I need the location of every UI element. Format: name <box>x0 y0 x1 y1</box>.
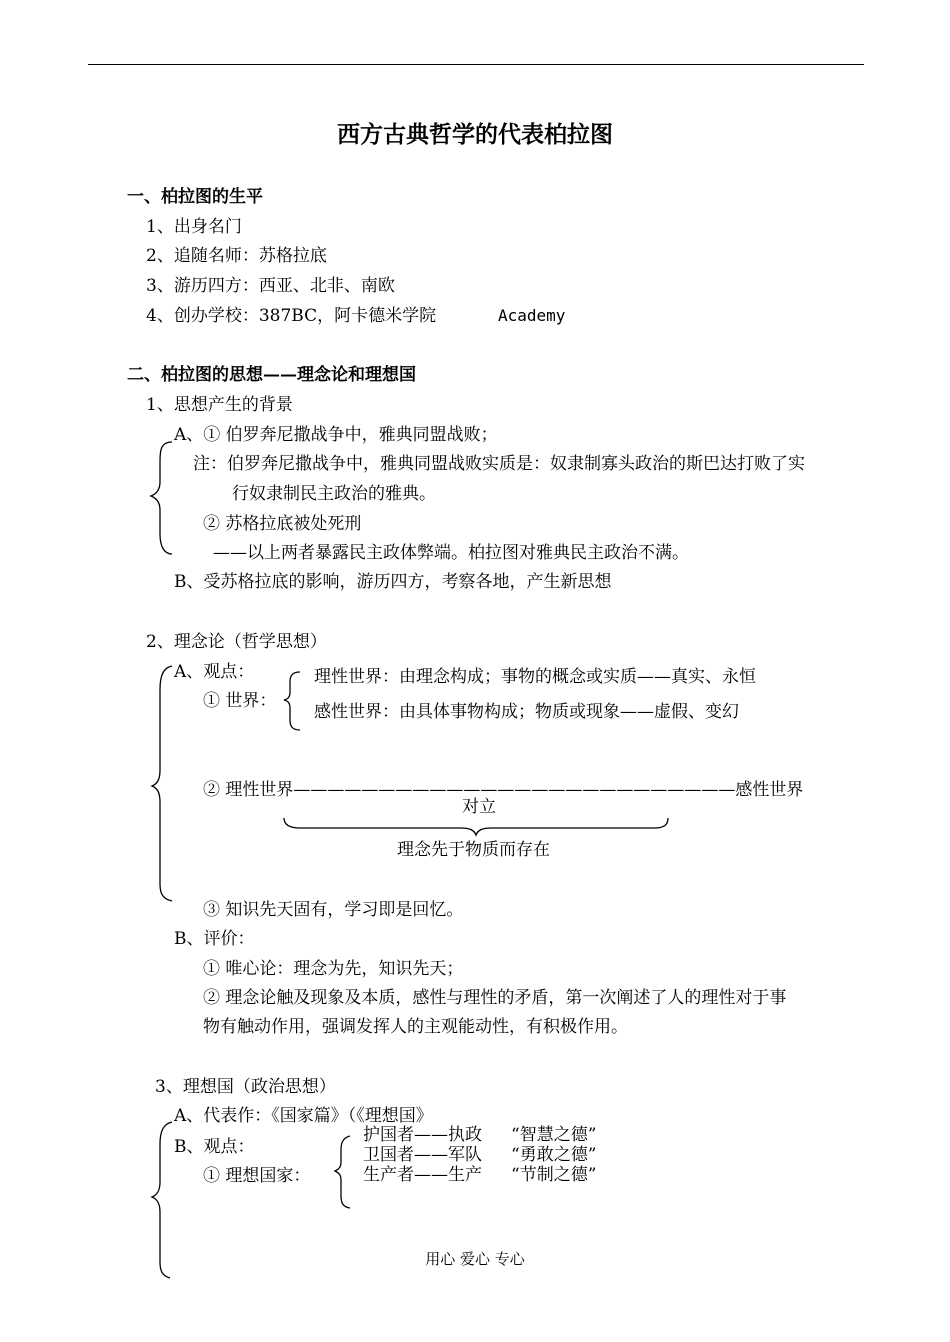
p2-b2: ② 理念论触及现象及本质，感性与理性的矛盾，第一次阐述了人的理性对于事 <box>203 988 787 1008</box>
p1-b: B、受苏格拉底的影响，游历四方，考察各地，产生新思想 <box>174 572 612 592</box>
virtue-temperance: “节制之德” <box>511 1165 597 1185</box>
p2-b1: ① 唯心论：理念为先，知识先天； <box>203 959 464 979</box>
p2-b: B、评价： <box>174 929 255 949</box>
p2-world: ① 世界： <box>203 691 277 711</box>
prior-label: 理念先于物质而存在 <box>397 840 550 860</box>
p2-b3: 物有触动作用，强调发挥人的主观能动性，有积极作用。 <box>203 1017 628 1037</box>
p3-a: A、代表作：《国家篇》（《理想国》 <box>174 1106 433 1126</box>
p2-knowledge: ③ 知识先天固有，学习即是回忆。 <box>203 900 464 920</box>
p1-a3: ——以上两者暴露民主政体弊端。柏拉图对雅典民主政治不满。 <box>213 543 689 563</box>
p2-a: A、观点： <box>174 662 255 682</box>
virtue-wisdom: “智慧之德” <box>511 1125 597 1145</box>
contrast-line: ② 理性世界——————————————————————————感性世界 <box>203 780 804 800</box>
role-defender: 卫国者——军队 <box>363 1145 482 1165</box>
p1-a2: ② 苏格拉底被处死刑 <box>203 514 362 534</box>
virtue-courage: “勇敢之德” <box>511 1145 597 1165</box>
section-2-heading: 二、柏拉图的思想——理念论和理想国 <box>127 365 416 385</box>
p1-note-line-2: 行奴隶制民主政治的雅典。 <box>232 484 436 504</box>
p2-heading: 2、理念论（哲学思想） <box>146 632 327 652</box>
s1-item-4: 4、创办学校：387BC，阿卡德米学院 <box>146 306 437 326</box>
footer: 用心 爱心 专心 <box>425 1250 525 1268</box>
p1-note-line-1: 注：伯罗奔尼撒战争中，雅典同盟战败实质是：奴隶制寡头政治的斯巴达打败了实 <box>193 454 805 474</box>
role-producer: 生产者——生产 <box>363 1165 482 1185</box>
page-title: 西方古典哲学的代表柏拉图 <box>337 121 613 148</box>
p1-heading: 1、思想产生的背景 <box>146 395 293 415</box>
s1-item-1: 1、出身名门 <box>146 217 242 237</box>
s1-item-2: 2、追随名师：苏格拉底 <box>146 246 327 266</box>
p3-heading: 3、理想国（政治思想） <box>155 1077 336 1097</box>
academy-label: Academy <box>498 306 566 325</box>
p3-ideal-state: ① 理想国家： <box>203 1166 311 1186</box>
sensible-world: 感性世界：由具体事物构成；物质或现象——虚假、变幻 <box>314 702 739 722</box>
s1-item-3: 3、游历四方：西亚、北非、南欧 <box>146 276 395 296</box>
p1-a1: A、① 伯罗奔尼撒战争中，雅典同盟战败； <box>174 425 498 445</box>
opposite-label: 对立 <box>462 797 496 817</box>
rational-world: 理性世界：由理念构成；事物的概念或实质——真实、永恒 <box>314 667 756 687</box>
section-1-heading: 一、柏拉图的生平 <box>127 187 263 207</box>
p3-b: B、观点： <box>174 1137 255 1157</box>
role-guardian: 护国者——执政 <box>363 1125 482 1145</box>
